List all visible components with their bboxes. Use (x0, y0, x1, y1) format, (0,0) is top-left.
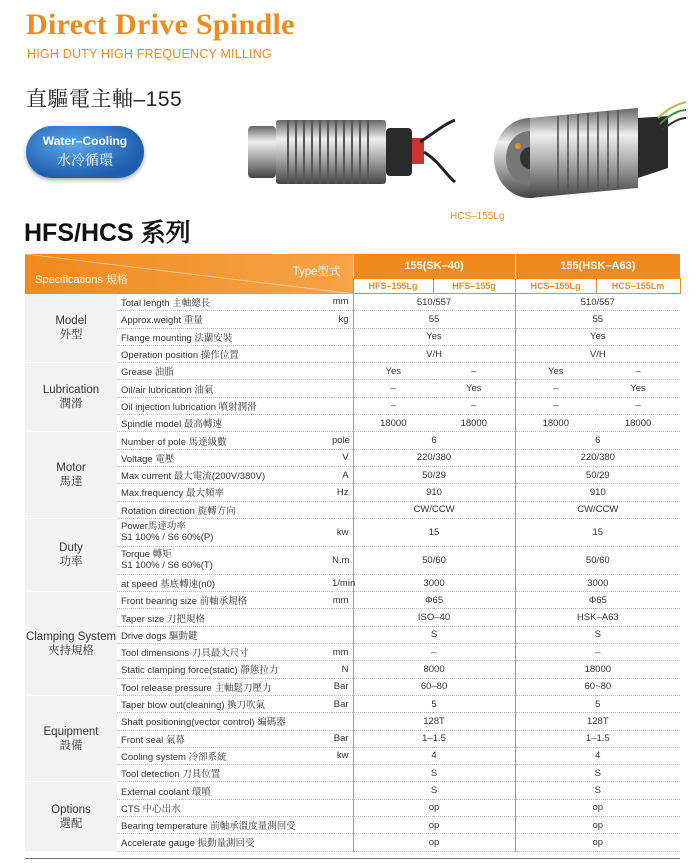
category-name-zh: 設備 (59, 739, 83, 752)
spec-value: 8000 (353, 661, 515, 678)
spec-unit: Hz (332, 484, 353, 501)
spec-value: 50/60 (353, 546, 515, 574)
spec-value: – (433, 363, 515, 380)
spec-value: 60~80 (515, 678, 680, 695)
spec-row (25, 678, 680, 695)
spec-value: S (353, 765, 515, 782)
spec-row (25, 834, 680, 851)
spec-label-text: Spindle model 最高轉速 (121, 419, 222, 431)
spec-unit (332, 397, 353, 414)
badge-chinese: 水冷循環 (57, 152, 113, 168)
spec-label-text: Drive dogs 驅動鍵 (121, 630, 198, 642)
spec-label (117, 501, 332, 518)
spec-value: 6 (353, 432, 515, 449)
category-name: Model (55, 314, 87, 327)
spec-unit: kw (332, 747, 353, 764)
spec-value: – (515, 397, 596, 414)
spec-value: Yes (515, 328, 680, 345)
spec-table (25, 254, 681, 852)
spindle-side-image (240, 112, 460, 192)
category-name-zh: 馬達 (59, 476, 83, 489)
spec-value: 15 (353, 518, 515, 546)
spec-label (117, 626, 332, 643)
spec-row (25, 817, 680, 834)
spec-label-text: Static clamping force(static) 靜態拉力 (121, 665, 279, 677)
spec-label (117, 609, 332, 626)
spec-label (117, 678, 332, 695)
type-label: Type型式 (292, 266, 341, 278)
model-header: HFS–155g (433, 279, 515, 294)
model-header: HCS–155Lm (596, 279, 680, 294)
spec-row (25, 415, 680, 432)
spec-value: op (515, 817, 680, 834)
spec-label-text: Grease 油脂 (121, 367, 174, 379)
spec-label-text: Number of pole 馬達級數 (121, 436, 227, 448)
spec-label-text: Tool release pressure 主軸鬆刀壓力 (121, 682, 272, 694)
spec-label (117, 484, 332, 501)
spec-value: 3000 (515, 574, 680, 591)
spec-value: Yes (353, 363, 433, 380)
spec-label-text: Rotation direction 旋轉方向 (121, 505, 236, 517)
spec-value: 18000 (515, 415, 596, 432)
category-name-zh: 夾持規格 (48, 644, 94, 657)
spec-unit: pole (332, 432, 353, 449)
spec-value: op (353, 799, 515, 816)
spec-label (117, 661, 332, 678)
spec-row (25, 799, 680, 816)
spec-label (117, 380, 332, 397)
spec-label-text: Oil/air lubrication 油氣 (121, 384, 214, 396)
spec-value: – (596, 397, 680, 414)
spec-row (25, 501, 680, 518)
category-cell (25, 518, 117, 591)
category-name-zh: 外型 (59, 328, 83, 341)
spec-unit (332, 380, 353, 397)
spec-value: ISO–40 (353, 609, 515, 626)
spec-unit (332, 765, 353, 782)
spec-row (25, 345, 680, 362)
category-name: Equipment (43, 725, 99, 738)
spec-value: op (353, 834, 515, 851)
group-header-sk40: 155(SK–40) (353, 254, 515, 279)
spec-row (25, 730, 680, 747)
spec-unit (332, 799, 353, 816)
spec-value: 18000 (433, 415, 515, 432)
spec-value: 15 (515, 518, 680, 546)
spec-value: CW/CCW (515, 501, 680, 518)
water-cooling-badge (26, 126, 144, 178)
spec-unit (332, 834, 353, 851)
spec-value: 4 (353, 747, 515, 764)
spec-unit: N (332, 661, 353, 678)
spec-value: 910 (353, 484, 515, 501)
spec-label-text: Total length 主軸總長 (121, 297, 211, 309)
model-header: HCS–155Lg (515, 279, 596, 294)
series-heading: HFS/HCS 系列 (24, 219, 191, 247)
category-name: Motor (56, 462, 86, 475)
spec-label-text: Shaft positioning(vector control) 編碼器 (121, 717, 286, 729)
spec-row (25, 782, 680, 799)
page-subtitle: HIGH DUTY HIGH FREQUENCY MILLING (27, 47, 272, 61)
spec-row (25, 592, 680, 609)
spec-value: 18000 (515, 661, 680, 678)
spec-value: 50/60 (515, 546, 680, 574)
spec-label-text: Power馬達功率 (121, 521, 186, 533)
spec-unit: 1/min (332, 574, 353, 591)
spec-value: – (515, 644, 680, 661)
category-name: Lubrication (42, 384, 100, 397)
spec-value: 55 (515, 311, 680, 328)
spec-value: CW/CCW (353, 501, 515, 518)
spec-unit (332, 363, 353, 380)
spec-label (117, 345, 332, 362)
spec-row (25, 661, 680, 678)
spec-label-text: Torque 轉矩 (121, 549, 172, 561)
group-header-hsk-a63: 155(HSK–A63) (515, 254, 680, 279)
spec-unit: V (332, 449, 353, 466)
spec-value: – (353, 644, 515, 661)
category-cell (25, 432, 117, 518)
spec-value: 510/557 (353, 294, 515, 311)
spec-value: Yes (596, 380, 680, 397)
spec-label (117, 397, 332, 414)
spec-value: 60–80 (353, 678, 515, 695)
spec-value: 18000 (353, 415, 433, 432)
spec-value: 910 (515, 484, 680, 501)
spec-label (117, 294, 332, 311)
spec-label-text: at speed 基底轉速(n0) (121, 579, 215, 590)
spec-value: V/H (515, 345, 680, 362)
spec-value: 220/380 (515, 449, 680, 466)
spec-value: Φ65 (515, 592, 680, 609)
spec-body (25, 294, 680, 852)
bottom-rule (25, 858, 680, 859)
spec-label (117, 311, 332, 328)
spec-label (117, 466, 332, 483)
spec-label (117, 415, 332, 432)
spec-unit (332, 817, 353, 834)
spec-label-text: External coolant 環噴 (121, 786, 211, 798)
spec-unit (332, 713, 353, 730)
spec-value: 50/29 (353, 466, 515, 483)
spec-label (117, 747, 332, 764)
spec-value: 5 (515, 695, 680, 712)
spec-unit (332, 782, 353, 799)
spec-value: 1–1.5 (515, 730, 680, 747)
spec-label (117, 592, 332, 609)
spec-label (117, 644, 332, 661)
spec-row (25, 518, 680, 546)
spec-value: 220/380 (353, 449, 515, 466)
spec-label (117, 449, 332, 466)
spec-unit: Bar (332, 730, 353, 747)
category-cell (25, 294, 117, 363)
spec-value: HSK–A63 (515, 609, 680, 626)
spec-row (25, 397, 680, 414)
spec-value: – (353, 397, 433, 414)
spec-value: Yes (353, 328, 515, 345)
spec-row (25, 484, 680, 501)
spec-label-text: Oil injection lubrication 噴射潤滑 (121, 401, 257, 413)
spec-value: S (353, 782, 515, 799)
category-name: Clamping System (25, 630, 117, 643)
spec-row (25, 449, 680, 466)
spec-label (117, 363, 332, 380)
spec-row (25, 713, 680, 730)
table-corner-header (25, 254, 353, 294)
spec-value: op (515, 799, 680, 816)
spec-label-subtext: S1 100% / S6 60%(T) (121, 560, 213, 572)
spec-unit: mm (332, 294, 353, 311)
spec-label-text: Max.frequency 最大頻率 (121, 488, 224, 500)
category-cell (25, 695, 117, 781)
spec-value: – (515, 380, 596, 397)
spec-value: 1–1.5 (353, 730, 515, 747)
spec-value: 128T (353, 713, 515, 730)
spec-unit: kw (332, 518, 353, 546)
spindle-front-image (488, 98, 688, 208)
image-caption: HCS–155Lg (450, 211, 505, 222)
spec-value: S (515, 626, 680, 643)
spec-row (25, 466, 680, 483)
spec-label (117, 713, 332, 730)
spec-label-text: Tool detection 刀具位置 (121, 769, 221, 781)
spec-value: 6 (515, 432, 680, 449)
spec-row (25, 626, 680, 643)
spec-row (25, 546, 680, 574)
category-cell (25, 592, 117, 696)
spec-unit (332, 328, 353, 345)
spec-label-text: Max current 最大電流(200V/380V) (121, 471, 266, 483)
spec-label-text: Tool dimensions 刀具最大尺寸 (121, 648, 249, 660)
model-heading: 直驅電主軸–155 (26, 88, 183, 111)
spec-value: Φ65 (353, 592, 515, 609)
spec-value: 510/557 (515, 294, 680, 311)
specifications-label: Specifications 規格 (35, 273, 128, 286)
spec-row (25, 765, 680, 782)
spec-unit: Bar (332, 695, 353, 712)
model-header: HFS–155Lg (353, 279, 433, 294)
spec-value: – (433, 397, 515, 414)
spec-row (25, 747, 680, 764)
spec-row (25, 695, 680, 712)
spec-unit: Bar (332, 678, 353, 695)
spec-row (25, 574, 680, 591)
spec-label (117, 328, 332, 345)
spec-value: Yes (433, 380, 515, 397)
spec-row (25, 363, 680, 380)
spec-label (117, 730, 332, 747)
category-name-zh: 功率 (59, 556, 83, 568)
spec-value: – (596, 363, 680, 380)
spec-label (117, 518, 332, 546)
spec-unit (332, 609, 353, 626)
spec-row (25, 432, 680, 449)
spec-label-subtext: S1 100% / S6 60%(P) (121, 532, 214, 544)
spec-unit: mm (332, 644, 353, 661)
spec-label-text: CTS 中心出水 (121, 803, 181, 815)
page-title: Direct Drive Spindle (26, 8, 295, 41)
spec-label-text: Operation position 操作位置 (121, 350, 239, 362)
spec-value: 55 (353, 311, 515, 328)
spec-unit: A (332, 466, 353, 483)
spec-unit (332, 415, 353, 432)
spec-value: – (353, 380, 433, 397)
spec-value: V/H (353, 345, 515, 362)
spec-unit: mm (332, 592, 353, 609)
spec-label-text: Bearing temperature 前軸承溫度量測回受 (121, 821, 296, 833)
spec-label (117, 782, 332, 799)
spec-value: S (353, 626, 515, 643)
spec-value: S (515, 765, 680, 782)
category-cell (25, 782, 117, 851)
badge-english: Water–Cooling (42, 134, 128, 148)
category-name-zh: 選配 (59, 817, 83, 830)
spec-label (117, 432, 332, 449)
spec-unit: kg (332, 311, 353, 328)
spec-label (117, 817, 332, 834)
spec-value: op (353, 817, 515, 834)
spec-label (117, 834, 332, 851)
spec-value: 18000 (596, 415, 680, 432)
spec-label (117, 799, 332, 816)
spec-value: 128T (515, 713, 680, 730)
spec-label-text: Approx.weight 重量 (121, 315, 203, 327)
category-name: Duty (59, 542, 83, 554)
spec-unit (332, 501, 353, 518)
spec-value: 5 (353, 695, 515, 712)
spec-value: Yes (515, 363, 596, 380)
spec-label (117, 574, 332, 591)
spec-row (25, 294, 680, 311)
spec-row (25, 311, 680, 328)
spec-label (117, 546, 332, 574)
spec-value: S (515, 782, 680, 799)
spec-label-text: Taper blow out(cleaning) 換刀吹氣 (121, 700, 266, 712)
category-name: Options (51, 803, 91, 816)
spec-value: 4 (515, 747, 680, 764)
spec-label (117, 695, 332, 712)
spec-unit (332, 626, 353, 643)
spec-row (25, 644, 680, 661)
spec-row (25, 380, 680, 397)
spec-row (25, 609, 680, 626)
category-cell (25, 363, 117, 432)
spec-value: 50/29 (515, 466, 680, 483)
spec-unit (332, 345, 353, 362)
category-name-zh: 潤滑 (59, 398, 83, 411)
spec-label-text: Cooling system 冷卻系統 (121, 751, 227, 763)
spec-label-text: Taper size 刀把規格 (121, 613, 205, 625)
spec-label-text: Voltage 電壓 (121, 453, 175, 465)
spec-value: op (515, 834, 680, 851)
spec-unit: N.m (332, 546, 353, 574)
spec-label (117, 765, 332, 782)
spec-label-text: Accelerate gauge 振動量測回受 (121, 838, 255, 850)
spec-row (25, 328, 680, 345)
spec-label-text: Front seal 氣幕 (121, 734, 185, 746)
spec-value: 3000 (353, 574, 515, 591)
spec-label-text: Front bearing size 前軸承規格 (121, 596, 248, 608)
spec-label-text: Flange mounting 法蘭安裝 (121, 332, 233, 344)
